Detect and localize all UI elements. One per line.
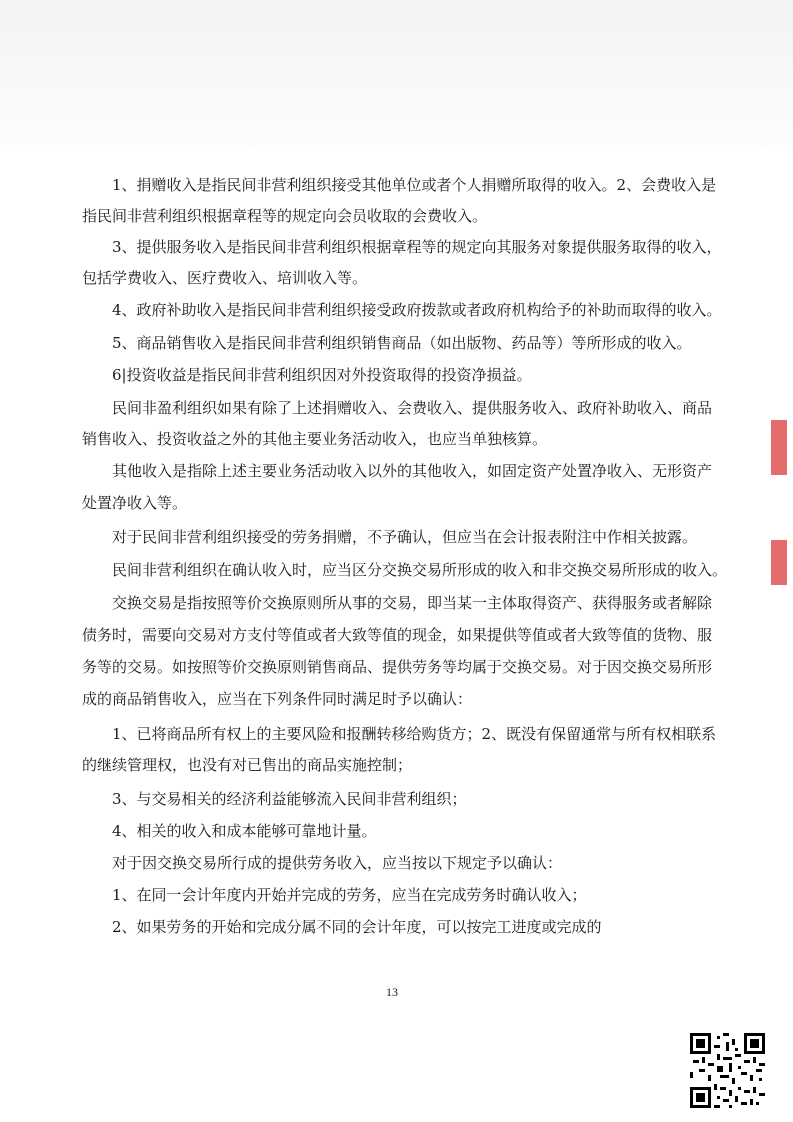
text-line: 民间非营利组织在确认收入时，应当区分交换交易所形成的收入和非交换交易所形成的收入。 — [112, 561, 728, 579]
text-line: 指民间非营利组织根据章程等的规定向会员收取的会费收入。 — [82, 207, 488, 225]
text-line: 4、政府补助收入是指民间非营利组织接受政府拨款或者政府机构给予的补助而取得的收入。 — [112, 301, 722, 319]
text-line: 1、已将商品所有权上的主要风险和报酬转移给购货方；2、既没有保留通常与所有权相联系 — [112, 725, 717, 743]
text-line: 3、提供服务收入是指民间非营利组织根据章程等的规定向其服务对象提供服务取得的收入， — [112, 238, 722, 256]
text-line: 1、捐赠收入是指民间非营利组织接受其他单位或者个人捐赠所取得的收入。2、会费收入是 — [112, 176, 717, 194]
text-line: 对于因交换交易所行成的提供劳务收入，应当按以下规定予以确认： — [112, 854, 563, 872]
scan-shade — [0, 0, 793, 150]
text-line: 包括学费收入、医疗费收入、培训收入等。 — [82, 269, 368, 287]
text-line: 成的商品销售收入，应当在下列条件同时满足时予以确认： — [82, 690, 473, 708]
text-line: 处置净收入等。 — [82, 494, 188, 512]
text-line: 6|投资收益是指民间非营利组织因对外投资取得的投资净损益。 — [112, 366, 532, 384]
seal-stamp-fragment — [771, 540, 787, 585]
text-line: 2、如果劳务的开始和完成分属不同的会计年度，可以按完工进度或完成的 — [112, 918, 602, 936]
text-line: 债务时，需要向交易对方支付等值或者大致等值的现金，如果提供等值或者大致等值的货物、服 — [82, 626, 713, 644]
text-line: 4、相关的收入和成本能够可靠地计量。 — [112, 822, 377, 840]
text-line: 3、与交易相关的经济利益能够流入民间非营利组织； — [112, 790, 467, 808]
text-line: 1、在同一会计年度内开始并完成的劳务，应当在完成劳务时确认收入； — [112, 886, 587, 904]
text-line: 民间非盈利组织如果有除了上述捐赠收入、会费收入、提供服务收入、政府补助收入、商品 — [112, 399, 713, 417]
page-number: 13 — [386, 985, 398, 999]
seal-stamp-fragment — [771, 420, 787, 475]
text-line: 务等的交易。如按照等价交换原则销售商品、提供劳务等均属于交换交易。对于因交换交易所形 — [82, 658, 713, 676]
text-line: 5、商品销售收入是指民间非营利组织销售商品（如出版物、药品等）等所形成的收入。 — [112, 334, 692, 352]
text-line: 的继续管理权，也没有对已售出的商品实施控制； — [82, 756, 413, 774]
text-line: 其他收入是指除上述主要业务活动收入以外的其他收入，如固定资产处置净收入、无形资产 — [112, 462, 713, 480]
text-line: 对于民间非营利组织接受的劳务捐赠，不予确认，但应当在会计报表附注中作相关披露。 — [112, 528, 698, 546]
text-line: 销售收入、投资收益之外的其他主要业务活动收入，也应当单独核算。 — [82, 430, 548, 448]
text-line: 交换交易是指按照等价交换原则所从事的交易，即当某一主体取得资产、获得服务或者解除 — [112, 594, 713, 612]
qr-code — [690, 1033, 765, 1108]
